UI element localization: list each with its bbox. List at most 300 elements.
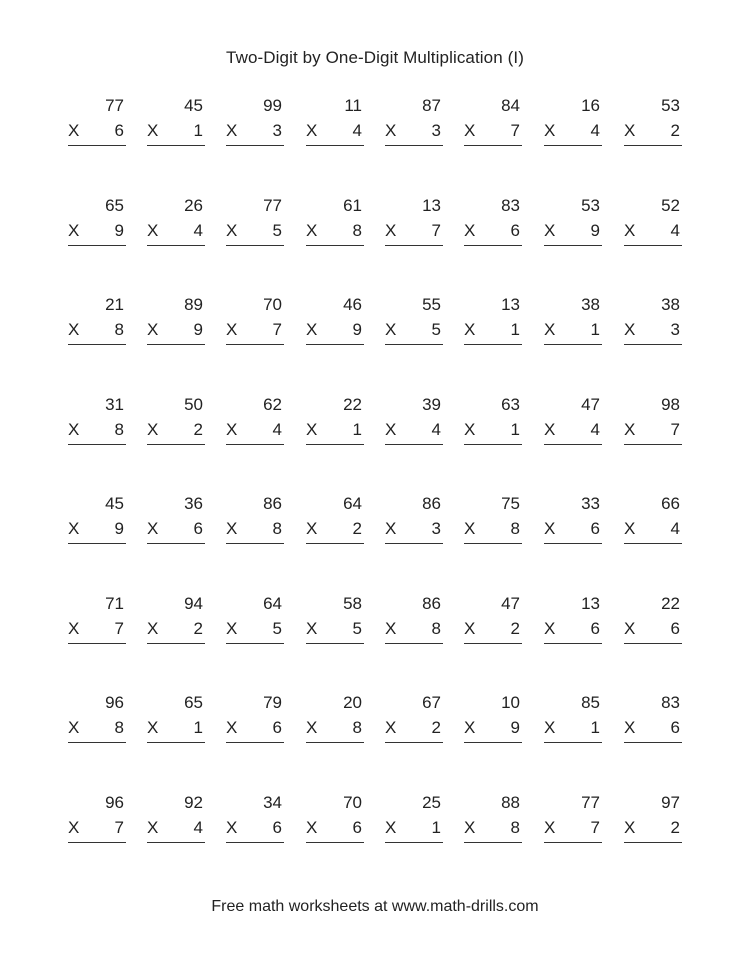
answer-line bbox=[147, 145, 205, 146]
answer-line bbox=[385, 444, 443, 445]
multiplier: 7 bbox=[670, 420, 680, 439]
answer-line bbox=[68, 245, 126, 246]
answer-line bbox=[544, 742, 602, 743]
multiply-sign: X bbox=[306, 519, 318, 538]
multiplicand: 77 bbox=[581, 793, 600, 812]
answer-line bbox=[306, 742, 364, 743]
problem-row bbox=[68, 395, 682, 451]
multiplicand: 84 bbox=[501, 96, 520, 115]
multiply-sign: X bbox=[68, 420, 80, 439]
multiplication-problem bbox=[226, 295, 284, 351]
answer-line bbox=[226, 245, 284, 246]
multiplicand: 64 bbox=[263, 594, 282, 613]
multiplicand: 62 bbox=[263, 395, 282, 414]
multiply-sign: X bbox=[226, 221, 238, 240]
multiplier: 9 bbox=[590, 221, 600, 240]
multiplicand: 71 bbox=[105, 594, 124, 613]
multiplicand: 67 bbox=[422, 693, 441, 712]
multiplication-problem bbox=[306, 594, 364, 650]
multiplication-problem bbox=[464, 395, 522, 451]
multiply-sign: X bbox=[624, 718, 636, 737]
multiplication-problem bbox=[624, 594, 682, 650]
multiplier: 5 bbox=[272, 221, 282, 240]
answer-line bbox=[306, 344, 364, 345]
answer-line bbox=[306, 444, 364, 445]
multiplication-problem bbox=[68, 793, 126, 849]
multiplier: 2 bbox=[670, 818, 680, 837]
multiplier: 8 bbox=[352, 718, 362, 737]
answer-line bbox=[385, 742, 443, 743]
answer-line bbox=[544, 245, 602, 246]
answer-line bbox=[147, 344, 205, 345]
multiply-sign: X bbox=[624, 121, 636, 140]
multiplier: 6 bbox=[510, 221, 520, 240]
multiplier: 1 bbox=[193, 718, 203, 737]
answer-line bbox=[464, 742, 522, 743]
multiply-sign: X bbox=[68, 121, 80, 140]
multiply-sign: X bbox=[68, 818, 80, 837]
multiplication-problem bbox=[226, 196, 284, 252]
multiplier: 5 bbox=[272, 619, 282, 638]
multiplier: 9 bbox=[114, 519, 124, 538]
multiplication-problem bbox=[226, 793, 284, 849]
multiply-sign: X bbox=[385, 320, 397, 339]
multiplication-problem bbox=[464, 693, 522, 749]
multiplier: 6 bbox=[193, 519, 203, 538]
multiplier: 8 bbox=[510, 519, 520, 538]
multiply-sign: X bbox=[624, 420, 636, 439]
multiplier: 3 bbox=[431, 121, 441, 140]
answer-line bbox=[226, 145, 284, 146]
multiplication-problem bbox=[464, 594, 522, 650]
multiplication-problem bbox=[464, 793, 522, 849]
multiplier: 3 bbox=[431, 519, 441, 538]
multiply-sign: X bbox=[306, 320, 318, 339]
problem-row bbox=[68, 793, 682, 849]
multiplier: 8 bbox=[114, 420, 124, 439]
multiply-sign: X bbox=[147, 818, 159, 837]
multiplier: 6 bbox=[590, 519, 600, 538]
multiplier: 9 bbox=[510, 718, 520, 737]
worksheet-title: Two-Digit by One-Digit Multiplication (I) bbox=[226, 48, 524, 67]
multiply-sign: X bbox=[385, 221, 397, 240]
answer-line bbox=[385, 145, 443, 146]
multiplier: 6 bbox=[670, 619, 680, 638]
multiplication-problem bbox=[226, 96, 284, 152]
answer-line bbox=[147, 543, 205, 544]
problem-row bbox=[68, 594, 682, 650]
multiplier: 4 bbox=[670, 519, 680, 538]
multiplicand: 79 bbox=[263, 693, 282, 712]
multiplication-problem bbox=[306, 96, 364, 152]
multiplication-problem bbox=[68, 494, 126, 550]
answer-line bbox=[544, 643, 602, 644]
multiplication-problem bbox=[624, 793, 682, 849]
multiplication-problem bbox=[226, 494, 284, 550]
answer-line bbox=[226, 344, 284, 345]
multiplicand: 97 bbox=[661, 793, 680, 812]
multiply-sign: X bbox=[544, 121, 556, 140]
answer-line bbox=[464, 344, 522, 345]
answer-line bbox=[306, 643, 364, 644]
multiplicand: 92 bbox=[184, 793, 203, 812]
multiplicand: 77 bbox=[105, 96, 124, 115]
multiply-sign: X bbox=[464, 818, 476, 837]
multiplication-problem bbox=[544, 594, 602, 650]
multiplicand: 34 bbox=[263, 793, 282, 812]
multiplier: 7 bbox=[114, 619, 124, 638]
answer-line bbox=[464, 444, 522, 445]
multiply-sign: X bbox=[68, 221, 80, 240]
answer-line bbox=[226, 444, 284, 445]
problem-row bbox=[68, 295, 682, 351]
multiply-sign: X bbox=[147, 221, 159, 240]
multiply-sign: X bbox=[385, 718, 397, 737]
answer-line bbox=[226, 643, 284, 644]
multiplicand: 98 bbox=[661, 395, 680, 414]
multiply-sign: X bbox=[226, 121, 238, 140]
multiplicand: 96 bbox=[105, 693, 124, 712]
multiply-sign: X bbox=[147, 619, 159, 638]
multiplication-problem bbox=[544, 494, 602, 550]
multiplier: 1 bbox=[193, 121, 203, 140]
multiply-sign: X bbox=[68, 619, 80, 638]
answer-line bbox=[306, 543, 364, 544]
multiply-sign: X bbox=[544, 221, 556, 240]
multiplier: 4 bbox=[590, 420, 600, 439]
multiply-sign: X bbox=[306, 221, 318, 240]
answer-line bbox=[544, 543, 602, 544]
multiply-sign: X bbox=[226, 619, 238, 638]
multiplier: 6 bbox=[670, 718, 680, 737]
multiplier: 2 bbox=[670, 121, 680, 140]
answer-line bbox=[147, 444, 205, 445]
answer-line bbox=[385, 344, 443, 345]
answer-line bbox=[68, 444, 126, 445]
multiply-sign: X bbox=[624, 221, 636, 240]
multiply-sign: X bbox=[306, 420, 318, 439]
multiply-sign: X bbox=[464, 718, 476, 737]
multiplicand: 13 bbox=[422, 196, 441, 215]
multiply-sign: X bbox=[544, 519, 556, 538]
multiply-sign: X bbox=[226, 320, 238, 339]
multiply-sign: X bbox=[544, 619, 556, 638]
answer-line bbox=[624, 245, 682, 246]
multiplier: 5 bbox=[352, 619, 362, 638]
multiplication-problem bbox=[544, 96, 602, 152]
multiply-sign: X bbox=[226, 519, 238, 538]
multiplicand: 11 bbox=[344, 96, 362, 115]
multiplicand: 64 bbox=[343, 494, 362, 513]
multiply-sign: X bbox=[624, 320, 636, 339]
multiplication-problem bbox=[385, 494, 443, 550]
multiplication-problem bbox=[624, 395, 682, 451]
multiplication-problem bbox=[385, 793, 443, 849]
multiply-sign: X bbox=[226, 718, 238, 737]
answer-line bbox=[464, 543, 522, 544]
multiplicand: 58 bbox=[343, 594, 362, 613]
answer-line bbox=[226, 742, 284, 743]
multiplicand: 65 bbox=[184, 693, 203, 712]
multiplicand: 61 bbox=[343, 196, 362, 215]
multiplicand: 45 bbox=[184, 96, 203, 115]
multiplicand: 47 bbox=[501, 594, 520, 613]
multiplication-problem bbox=[385, 196, 443, 252]
multiplicand: 36 bbox=[184, 494, 203, 513]
multiplicand: 96 bbox=[105, 793, 124, 812]
multiplication-problem bbox=[544, 395, 602, 451]
multiplier: 5 bbox=[431, 320, 441, 339]
multiplication-problem bbox=[385, 693, 443, 749]
multiplicand: 85 bbox=[581, 693, 600, 712]
multiply-sign: X bbox=[624, 519, 636, 538]
multiply-sign: X bbox=[68, 320, 80, 339]
problem-row bbox=[68, 96, 682, 152]
multiplication-problem bbox=[624, 494, 682, 550]
multiplier: 8 bbox=[352, 221, 362, 240]
multiplicand: 45 bbox=[105, 494, 124, 513]
multiply-sign: X bbox=[147, 121, 159, 140]
multiplier: 8 bbox=[114, 320, 124, 339]
multiplicand: 20 bbox=[343, 693, 362, 712]
answer-line bbox=[147, 245, 205, 246]
multiplicand: 47 bbox=[581, 395, 600, 414]
multiplication-problem bbox=[544, 295, 602, 351]
multiplicand: 66 bbox=[661, 494, 680, 513]
answer-line bbox=[464, 245, 522, 246]
multiply-sign: X bbox=[147, 420, 159, 439]
multiplication-problem bbox=[544, 196, 602, 252]
answer-line bbox=[68, 742, 126, 743]
multiplier: 1 bbox=[510, 420, 520, 439]
answer-line bbox=[385, 842, 443, 843]
multiplier: 6 bbox=[272, 718, 282, 737]
multiply-sign: X bbox=[385, 420, 397, 439]
multiplication-problem bbox=[226, 594, 284, 650]
answer-line bbox=[624, 742, 682, 743]
multiplicand: 94 bbox=[184, 594, 203, 613]
multiply-sign: X bbox=[544, 718, 556, 737]
multiplier: 4 bbox=[193, 221, 203, 240]
multiplication-problem bbox=[385, 96, 443, 152]
answer-line bbox=[385, 245, 443, 246]
multiplicand: 25 bbox=[422, 793, 441, 812]
answer-line bbox=[68, 643, 126, 644]
answer-line bbox=[544, 444, 602, 445]
multiplier: 1 bbox=[590, 320, 600, 339]
multiplication-problem bbox=[147, 96, 205, 152]
multiplication-problem bbox=[147, 693, 205, 749]
multiplier: 8 bbox=[431, 619, 441, 638]
multiplier: 7 bbox=[431, 221, 441, 240]
multiplication-problem bbox=[624, 96, 682, 152]
multiplication-problem bbox=[544, 793, 602, 849]
multiplier: 4 bbox=[590, 121, 600, 140]
multiplicand: 52 bbox=[661, 196, 680, 215]
multiply-sign: X bbox=[464, 121, 476, 140]
multiplication-problem bbox=[544, 693, 602, 749]
multiplier: 4 bbox=[670, 221, 680, 240]
multiplication-problem bbox=[306, 295, 364, 351]
problem-row bbox=[68, 196, 682, 252]
multiplication-problem bbox=[306, 494, 364, 550]
multiplication-problem bbox=[147, 793, 205, 849]
answer-line bbox=[624, 543, 682, 544]
multiply-sign: X bbox=[464, 320, 476, 339]
multiply-sign: X bbox=[147, 519, 159, 538]
multiplicand: 13 bbox=[501, 295, 520, 314]
multiplier: 3 bbox=[670, 320, 680, 339]
multiplicand: 55 bbox=[422, 295, 441, 314]
worksheet-footer: Free math worksheets at www.math-drills.com bbox=[211, 898, 539, 915]
multiplier: 7 bbox=[510, 121, 520, 140]
multiplier: 9 bbox=[193, 320, 203, 339]
answer-line bbox=[226, 543, 284, 544]
multiplicand: 99 bbox=[263, 96, 282, 115]
answer-line bbox=[68, 145, 126, 146]
multiplier: 1 bbox=[590, 718, 600, 737]
problem-grid bbox=[68, 96, 682, 856]
multiplication-problem bbox=[226, 693, 284, 749]
multiplier: 3 bbox=[272, 121, 282, 140]
multiply-sign: X bbox=[464, 619, 476, 638]
multiplication-problem bbox=[68, 395, 126, 451]
answer-line bbox=[226, 842, 284, 843]
multiplicand: 31 bbox=[105, 395, 124, 414]
multiply-sign: X bbox=[306, 619, 318, 638]
multiplicand: 87 bbox=[422, 96, 441, 115]
multiplication-problem bbox=[464, 295, 522, 351]
multiplication-problem bbox=[147, 494, 205, 550]
multiply-sign: X bbox=[544, 420, 556, 439]
answer-line bbox=[464, 842, 522, 843]
multiplicand: 89 bbox=[184, 295, 203, 314]
multiplier: 9 bbox=[352, 320, 362, 339]
multiplicand: 50 bbox=[184, 395, 203, 414]
multiplier: 2 bbox=[510, 619, 520, 638]
multiplicand: 88 bbox=[501, 793, 520, 812]
multiplicand: 46 bbox=[343, 295, 362, 314]
answer-line bbox=[385, 643, 443, 644]
multiplicand: 53 bbox=[581, 196, 600, 215]
multiply-sign: X bbox=[306, 818, 318, 837]
multiplier: 7 bbox=[272, 320, 282, 339]
multiplicand: 13 bbox=[581, 594, 600, 613]
multiplication-problem bbox=[385, 594, 443, 650]
multiplier: 4 bbox=[272, 420, 282, 439]
answer-line bbox=[147, 742, 205, 743]
multiplier: 6 bbox=[272, 818, 282, 837]
multiplicand: 22 bbox=[661, 594, 680, 613]
multiplier: 6 bbox=[114, 121, 124, 140]
multiplication-problem bbox=[226, 395, 284, 451]
answer-line bbox=[544, 145, 602, 146]
problem-row bbox=[68, 693, 682, 749]
multiplicand: 86 bbox=[263, 494, 282, 513]
multiplicand: 86 bbox=[422, 594, 441, 613]
multiplication-problem bbox=[464, 196, 522, 252]
multiplication-problem bbox=[306, 196, 364, 252]
multiplier: 1 bbox=[352, 420, 362, 439]
multiplication-problem bbox=[147, 395, 205, 451]
multiplication-problem bbox=[147, 196, 205, 252]
multiplicand: 75 bbox=[501, 494, 520, 513]
multiplier: 6 bbox=[590, 619, 600, 638]
multiplicand: 70 bbox=[263, 295, 282, 314]
multiplier: 2 bbox=[193, 619, 203, 638]
multiply-sign: X bbox=[147, 718, 159, 737]
multiplier: 2 bbox=[193, 420, 203, 439]
multiplier: 8 bbox=[272, 519, 282, 538]
multiply-sign: X bbox=[226, 420, 238, 439]
multiply-sign: X bbox=[464, 420, 476, 439]
multiplication-problem bbox=[306, 793, 364, 849]
answer-line bbox=[624, 444, 682, 445]
answer-line bbox=[68, 842, 126, 843]
multiplication-problem bbox=[147, 594, 205, 650]
multiply-sign: X bbox=[385, 519, 397, 538]
multiplier: 6 bbox=[352, 818, 362, 837]
answer-line bbox=[68, 543, 126, 544]
multiplication-problem bbox=[68, 693, 126, 749]
multiplicand: 83 bbox=[501, 196, 520, 215]
multiply-sign: X bbox=[544, 320, 556, 339]
multiplication-problem bbox=[68, 594, 126, 650]
multiplier: 7 bbox=[114, 818, 124, 837]
multiply-sign: X bbox=[68, 718, 80, 737]
multiplication-problem bbox=[624, 693, 682, 749]
answer-line bbox=[624, 643, 682, 644]
multiplication-problem bbox=[306, 395, 364, 451]
multiplicand: 21 bbox=[105, 295, 124, 314]
answer-line bbox=[385, 543, 443, 544]
answer-line bbox=[147, 842, 205, 843]
multiplication-problem bbox=[68, 196, 126, 252]
multiplication-problem bbox=[68, 96, 126, 152]
multiplier: 7 bbox=[590, 818, 600, 837]
multiplier: 8 bbox=[510, 818, 520, 837]
multiplicand: 10 bbox=[501, 693, 520, 712]
multiplication-problem bbox=[385, 295, 443, 351]
multiply-sign: X bbox=[624, 619, 636, 638]
answer-line bbox=[464, 643, 522, 644]
multiplicand: 65 bbox=[105, 196, 124, 215]
multiplication-problem bbox=[624, 196, 682, 252]
multiplier: 2 bbox=[431, 718, 441, 737]
multiply-sign: X bbox=[464, 221, 476, 240]
answer-line bbox=[464, 145, 522, 146]
multiplicand: 70 bbox=[343, 793, 362, 812]
multiplicand: 83 bbox=[661, 693, 680, 712]
multiplicand: 38 bbox=[661, 295, 680, 314]
multiply-sign: X bbox=[306, 121, 318, 140]
multiplier: 8 bbox=[114, 718, 124, 737]
multiply-sign: X bbox=[544, 818, 556, 837]
multiplicand: 38 bbox=[581, 295, 600, 314]
multiplication-problem bbox=[147, 295, 205, 351]
problem-row bbox=[68, 494, 682, 550]
multiplicand: 53 bbox=[661, 96, 680, 115]
multiplication-problem bbox=[464, 96, 522, 152]
answer-line bbox=[624, 842, 682, 843]
multiplier: 4 bbox=[352, 121, 362, 140]
answer-line bbox=[306, 145, 364, 146]
multiplication-problem bbox=[385, 395, 443, 451]
multiplier: 4 bbox=[193, 818, 203, 837]
multiplication-problem bbox=[464, 494, 522, 550]
answer-line bbox=[544, 842, 602, 843]
answer-line bbox=[624, 344, 682, 345]
